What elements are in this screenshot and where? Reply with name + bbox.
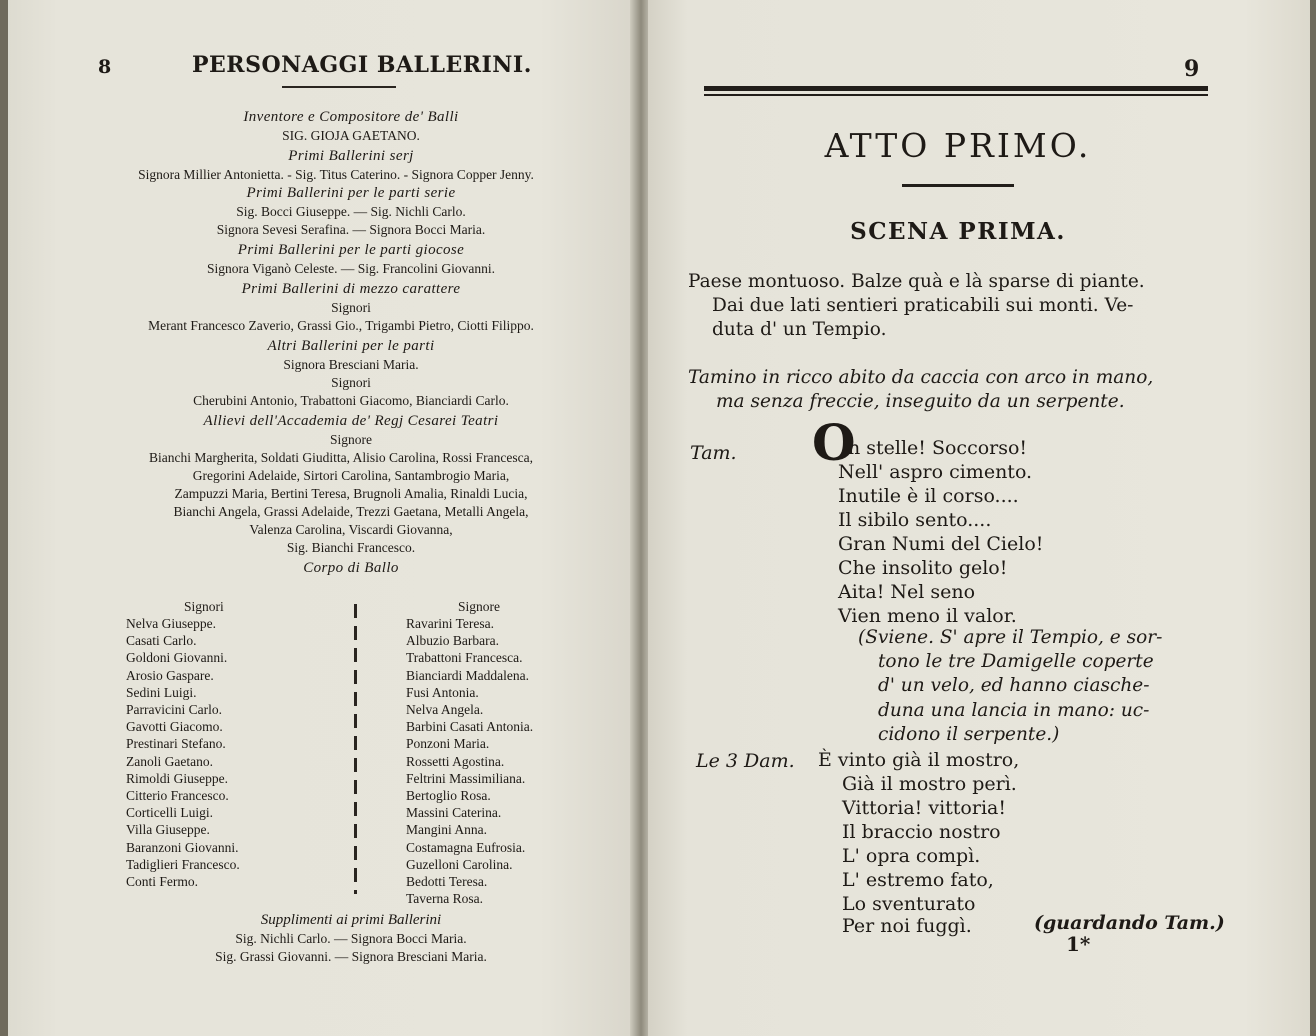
list-item: Bertoglio Rosa. (406, 788, 491, 804)
signature-mark: 1* (1066, 932, 1091, 956)
verse-line: Lo sventurato (842, 893, 976, 915)
section-heading: Altri Ballerini per le parti (267, 338, 435, 354)
setting-line: duta d' un Tempio. (712, 319, 887, 340)
double-rule (704, 86, 1208, 91)
cast-line: Sig. Nichli Carlo. — Signora Bocci Maria. (235, 931, 467, 946)
left-page-number: 8 (98, 56, 112, 78)
list-item: Villa Giuseppe. (126, 822, 210, 838)
list-item: Arosio Gaspare. (126, 667, 214, 683)
stage-direction (688, 366, 1240, 414)
verse-line: Inutile è il corso.... (838, 485, 1019, 507)
stage-line: ma senza freccie, inseguito da un serpente. (716, 391, 1125, 412)
cast-line: Signore (330, 432, 372, 447)
section-heading: Primi Ballerini per le parti serie (246, 185, 456, 201)
verse-line: Per noi fuggì. (842, 915, 972, 937)
cast-line: Merant Francesco Zaverio, Grassi Gio., Trigambi Pietro, Ciotti Filippo. (148, 318, 534, 333)
cast-line: Sig. Grassi Giovanni. — Signora Bresciani Maria. (215, 949, 487, 964)
running-head: PERSONAGGI BALLERINI. (192, 52, 532, 78)
list-item: Zanoli Gaetano. (126, 753, 213, 769)
divider (282, 86, 396, 88)
verse-line: L' estremo fato, (842, 869, 994, 891)
list-item: Taverna Rosa. (406, 891, 484, 907)
corpo-women-column (406, 598, 533, 907)
verse-line: L' opra compì. (842, 845, 981, 867)
list-item: Nelva Angela. (406, 702, 484, 718)
list-item: Trabattoni Francesca. (406, 650, 523, 666)
section-heading: Inventore e Compositore de' Balli (243, 109, 459, 125)
cast-line: Signora Viganò Celeste. — Sig. Francolini Giovanni. (206, 261, 496, 276)
cast-line: Cherubini Antonio, Trabattoni Giacomo, Bianciardi Carlo. (193, 393, 509, 408)
didascalia (858, 626, 1162, 747)
list-item: Tadiglieri Francesco. (126, 856, 240, 872)
verse-line: Nell' aspro cimento. (838, 461, 1033, 483)
verse-line: Vien meno il valor. (838, 605, 1017, 627)
cast-line: Valenza Carolina, Viscardi Giovanna, (249, 522, 453, 537)
list-item: Feltrini Massimiliana. (406, 770, 526, 786)
didascalia-line: cidono il serpente.) (878, 723, 1060, 745)
drop-cap: O (812, 413, 856, 472)
verse-line: Il braccio nostro (842, 821, 1001, 843)
speaker-damigelle: Le 3 Dam. (696, 750, 795, 772)
section-heading: Allievi dell'Accademia de' Regj Cesarei Teatri (203, 413, 499, 429)
aside-direction: (guardando Tam.) (1034, 912, 1225, 934)
list-item: Baranzoni Giovanni. (126, 839, 239, 855)
act-title: ATTO PRIMO. (824, 126, 1092, 165)
verse-line: È vinto già il mostro, (818, 749, 1020, 771)
cast-line: Signora Bresciani Maria. (283, 357, 419, 372)
verse-line: Che insolito gelo! (838, 557, 1008, 579)
list-item: Corticelli Luigi. (126, 805, 213, 821)
didascalia-line: d' un velo, ed hanno ciasche- (878, 675, 1150, 697)
list-item: Parravicini Carlo. (126, 702, 222, 718)
section-heading: Supplimenti ai primi Ballerini (260, 912, 442, 928)
cast-line: SIG. GIOJA GAETANO. (282, 128, 420, 143)
cast-line: Signora Millier Antonietta. - Sig. Titus Caterino. - Signora Copper Jenny. (138, 167, 534, 182)
section-heading: Corpo di Ballo (303, 560, 399, 576)
list-item: Bedotti Teresa. (406, 874, 488, 890)
didascalia-line: duna una lancia in mano: uc- (878, 699, 1150, 721)
setting-line: Dai due lati sentieri praticabili sui monti. Ve- (712, 295, 1134, 316)
list-item: Goldoni Giovanni. (126, 650, 228, 666)
cast-line: Signori (331, 375, 371, 390)
supplimenti (64, 911, 638, 966)
list-item: Rimoldi Giuseppe. (126, 770, 228, 786)
list-item: Fusi Antonia. (406, 684, 479, 700)
list-item: Mangini Anna. (406, 822, 487, 838)
speaker-tamino: Tam. (690, 442, 737, 464)
cast-line: Signori (331, 300, 371, 315)
list-item: Prestinari Stefano. (126, 736, 226, 752)
list-item: Citterio Francesco. (126, 788, 229, 804)
cast-line: Gregorini Adelaide, Sirtori Carolina, Santambrogio Maria, (192, 468, 510, 483)
list-item: Ravarini Teresa. (406, 616, 495, 631)
divider (902, 184, 1014, 187)
section-heading: Primi Ballerini per le parti giocose (237, 242, 465, 258)
section-heading: Primi Ballerini serj (288, 148, 414, 164)
list-item: Gavotti Giacomo. (126, 719, 223, 735)
stage-line: Tamino in ricco abito da caccia con arco in mano, (688, 367, 1154, 388)
verse-line: Il sibilo sento.... (838, 509, 992, 531)
list-item: Massini Caterina. (406, 805, 502, 821)
corpo-men-column (126, 598, 240, 890)
cast-line: Sig. Bianchi Francesco. (286, 540, 416, 555)
list-item: Albuzio Barbara. (406, 633, 499, 649)
list-item: Sedini Luigi. (126, 684, 197, 700)
list-item: Rossetti Agostina. (406, 753, 505, 769)
column-divider (354, 604, 357, 894)
list-item: Ponzoni Maria. (406, 736, 490, 752)
setting-line: Paese montuoso. Balze quà e là sparse di piante. (688, 271, 1145, 292)
list-item: Barbini Casati Antonia. (406, 719, 534, 735)
list-item: Guzelloni Carolina. (406, 856, 513, 872)
double-rule-thin (704, 94, 1208, 96)
cast-line: Sig. Bocci Giuseppe. — Sig. Nichli Carlo. (236, 204, 466, 219)
didascalia-line: (Sviene. S' apre il Tempio, e sor- (858, 627, 1163, 648)
list-item: Bianciardi Maddalena. (406, 667, 529, 683)
column-header: Signori (184, 599, 224, 614)
list-item: Casati Carlo. (126, 633, 197, 649)
list-item: Conti Fermo. (126, 874, 199, 890)
right-page-number: 9 (1184, 56, 1200, 82)
list-item: Costamagna Eufrosia. (406, 839, 526, 855)
didascalia-line: tono le tre Damigelle coperte (878, 651, 1154, 673)
cast-list (64, 108, 638, 578)
verse-line: Aita! Nel seno (838, 581, 976, 603)
cast-line: Bianchi Margherita, Soldati Giuditta, Alisio Carolina, Rossi Francesca, (148, 450, 534, 465)
list-item: Nelva Giuseppe. (126, 616, 216, 631)
column-header: Signore (458, 599, 500, 614)
verse-line: Già il mostro perì. (842, 773, 1017, 795)
verse-line: Gran Numi del Cielo! (838, 533, 1044, 555)
cast-line: Bianchi Angela, Grassi Adelaide, Trezzi Gaetana, Metalli Angela, (173, 504, 529, 519)
verse-line: h stelle! Soccorso! (848, 437, 1028, 459)
cast-line: Signora Sevesi Serafina. — Signora Bocci Maria. (216, 222, 486, 237)
verse-line: Vittoria! vittoria! (842, 797, 1006, 819)
section-heading: Primi Ballerini di mezzo carattere (241, 281, 461, 297)
cast-line: Zampuzzi Maria, Bertini Teresa, Brugnoli Amalia, Rinaldi Lucia, (174, 486, 528, 501)
scene-title: SCENA PRIMA. (850, 218, 1066, 245)
setting-description (688, 270, 1240, 342)
